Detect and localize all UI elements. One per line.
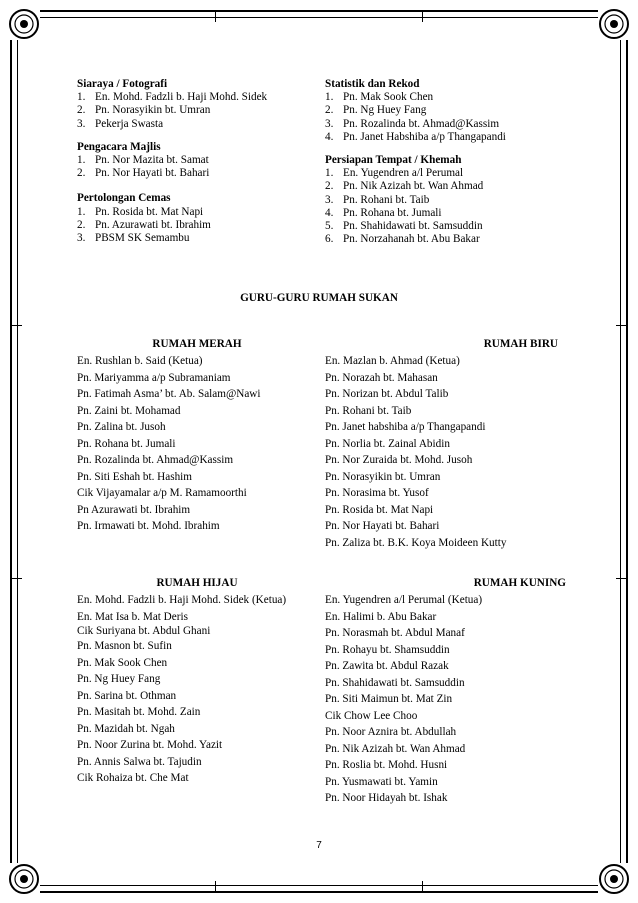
house-member: Pn. Rohani bt. Taib xyxy=(325,404,412,417)
item-number: 4. xyxy=(325,206,334,219)
member-name: Pn. Nor Hayati bt. Bahari xyxy=(95,167,210,180)
house-member: Pn. Siti Maimun bt. Mat Zin xyxy=(325,693,453,705)
item-number: 3. xyxy=(77,232,86,245)
corner-ornament-top-right xyxy=(598,8,630,40)
committee-heading: Siaraya / Fotografi xyxy=(77,78,168,90)
border-tick xyxy=(10,578,22,579)
house-member: Pn. Norasima bt. Yusof xyxy=(325,487,429,499)
member-name: Pn. Norzahanah bt. Abu Bakar xyxy=(343,233,480,246)
house-name: RUMAH HIJAU xyxy=(156,577,238,589)
committee-member xyxy=(77,167,317,180)
committee-member xyxy=(325,91,575,104)
item-number: 2. xyxy=(77,167,86,180)
house-member: Pn. Siti Eshah bt. Hashim xyxy=(77,470,192,483)
item-number: 4. xyxy=(325,130,334,143)
page-number: 7 xyxy=(316,840,322,851)
committee-member xyxy=(325,220,575,233)
house-member: En. Mat Isa b. Mat Deris xyxy=(77,610,188,623)
member-name: Pn. Rohani bt. Taib xyxy=(343,193,430,206)
house-member: Pn. Mazidah bt. Ngah xyxy=(77,722,175,735)
member-name: Pn. Nor Mazita bt. Samat xyxy=(95,154,209,167)
corner-ornament-bottom-right xyxy=(598,863,630,895)
house-member: Pn. Norasmah bt. Abdul Manaf xyxy=(325,627,465,639)
border-tick xyxy=(215,881,216,893)
house-member: Pn. Rozalinda bt. Ahmad@Kassim xyxy=(77,454,234,466)
house-member: Pn. Janet habshiba a/p Thangapandi xyxy=(325,421,486,433)
member-name: Pn. Nik Azizah bt. Wan Ahmad xyxy=(343,180,484,193)
item-number: 2. xyxy=(325,180,334,193)
member-name: Pn. Janet Habshiba a/p Thangapandi xyxy=(343,130,506,143)
committee-member xyxy=(77,91,317,104)
committee-heading: Pengacara Majlis xyxy=(77,140,161,153)
house-member: Pn. Norasyikin bt. Umran xyxy=(325,470,441,483)
committee-member xyxy=(325,233,575,246)
border-tick xyxy=(422,881,423,893)
house-member: En. Halimi b. Abu Bakar xyxy=(325,610,437,623)
item-number: 2. xyxy=(77,218,86,231)
item-number: 5. xyxy=(325,220,334,233)
item-number: 1. xyxy=(77,205,86,218)
house-member: Pn. Shahidawati bt. Samsuddin xyxy=(325,676,465,689)
member-name: PBSM SK Semambu xyxy=(95,232,190,245)
item-number: 1. xyxy=(77,91,86,104)
member-name: Pn. Ng Huey Fang xyxy=(343,104,427,117)
house-member: En. Yugendren a/l Perumal (Ketua) xyxy=(325,594,483,606)
member-name: Pekerja Swasta xyxy=(95,117,164,130)
house-member: Pn. Zawita bt. Abdul Razak xyxy=(325,660,449,672)
house-member: Pn. Mak Sook Chen xyxy=(77,656,168,669)
house-member: Pn Azurawati bt. Ibrahim xyxy=(77,503,191,516)
house-member: Pn. Fatimah Asma’ bt. Ab. Salam@Nawi xyxy=(77,388,261,400)
committee-heading: Pertolongan Cemas xyxy=(77,192,171,205)
house-member: Pn. Norizan bt. Abdul Talib xyxy=(325,388,449,400)
committee-heading: Persiapan Tempat / Khemah xyxy=(325,154,462,167)
member-name: Pn. Rosida bt. Mat Napi xyxy=(95,205,204,218)
house-member: Pn. Norazah bt. Mahasan xyxy=(325,371,438,384)
committee-member xyxy=(325,180,575,193)
house-member: Pn. Nor Hayati bt. Bahari xyxy=(325,520,440,532)
committee-member xyxy=(77,104,317,117)
member-name: Pn. Rohana bt. Jumali xyxy=(343,206,442,219)
committee-column-right xyxy=(325,78,575,246)
house-member: Pn. Norlia bt. Zainal Abidin xyxy=(325,437,450,450)
house-merah xyxy=(77,335,317,535)
item-number: 1. xyxy=(325,91,334,104)
committee-member xyxy=(77,154,317,167)
house-member: Pn. Masitah bt. Mohd. Zain xyxy=(77,706,201,718)
item-number: 2. xyxy=(325,104,334,117)
committee-member xyxy=(325,207,575,220)
committee-persiapan xyxy=(325,154,575,246)
committee-member xyxy=(77,118,317,131)
house-member: Pn. Masnon bt. Sufin xyxy=(77,640,172,652)
committee-member xyxy=(325,131,575,144)
member-name: Pn. Azurawati bt. Ibrahim xyxy=(95,218,211,231)
item-number: 3. xyxy=(325,117,334,130)
house-member: Pn. Roslia bt. Mohd. Husni xyxy=(325,759,448,771)
member-name: En. Yugendren a/l Perumal xyxy=(343,167,464,180)
item-number: 1. xyxy=(77,154,86,167)
house-member: En. Rushlan b. Said (Ketua) xyxy=(77,355,203,367)
committee-member xyxy=(325,194,575,207)
house-member: Pn. Rohayu bt. Shamsuddin xyxy=(325,643,450,656)
committee-member xyxy=(77,206,317,219)
house-member: Cik Suriyana bt. Abdul Ghani xyxy=(77,625,211,637)
house-member: Cik Vijayamalar a/p M. Ramamoorthi xyxy=(77,487,247,499)
committee-pengacara xyxy=(77,141,317,181)
border-tick xyxy=(616,325,628,326)
house-member: Pn. Ng Huey Fang xyxy=(77,673,161,685)
item-number: 1. xyxy=(325,167,334,180)
house-member: Pn. Yusmawati bt. Yamin xyxy=(325,775,438,788)
house-member: Pn. Annis Salwa bt. Tajudin xyxy=(77,755,202,768)
house-member: Cik Rohaiza bt. Che Mat xyxy=(77,772,189,784)
house-member: Pn. Noor Aznira bt. Abdullah xyxy=(325,726,457,738)
committee-siaraya xyxy=(77,78,317,131)
house-name: RUMAH KUNING xyxy=(473,577,566,589)
item-number: 3. xyxy=(325,193,334,206)
committee-heading: Statistik dan Rekod xyxy=(325,78,420,90)
item-number: 6. xyxy=(325,233,334,246)
item-number: 3. xyxy=(77,117,86,130)
house-member: Pn. Sarina bt. Othman xyxy=(77,689,177,702)
house-hijau xyxy=(77,574,317,787)
house-biru xyxy=(325,335,570,551)
house-member: Pn. Nik Azizah bt. Wan Ahmad xyxy=(325,742,466,755)
house-member: Pn. Zalina bt. Jusoh xyxy=(77,421,166,433)
house-member: Pn. Rosida bt. Mat Napi xyxy=(325,503,434,516)
border-tick xyxy=(215,10,216,22)
member-name: En. Mohd. Fadzli b. Haji Mohd. Sidek xyxy=(95,91,268,104)
house-member: Pn. Irmawati bt. Mohd. Ibrahim xyxy=(77,520,220,532)
house-member: Pn. Nor Zuraida bt. Mohd. Jusoh xyxy=(325,454,473,466)
house-name: RUMAH BIRU xyxy=(483,338,558,350)
member-name: Pn. Shahidawati bt. Samsuddin xyxy=(343,220,483,233)
house-member: Pn. Noor Zurina bt. Mohd. Yazit xyxy=(77,739,223,751)
item-number: 2. xyxy=(77,104,86,117)
member-name: Pn. Rozalinda bt. Ahmad@Kassim xyxy=(343,117,500,130)
house-member: Pn. Mariyamma a/p Subramaniam xyxy=(77,371,231,384)
house-member: En. Mohd. Fadzli b. Haji Mohd. Sidek (Ketua) xyxy=(77,594,287,606)
member-name: Pn. Norasyikin bt. Umran xyxy=(95,104,211,117)
committee-member xyxy=(325,104,575,117)
committee-member xyxy=(77,219,317,232)
border-tick xyxy=(422,10,423,22)
committee-member xyxy=(325,167,575,180)
committee-column-left xyxy=(77,78,317,245)
corner-ornament-top-left xyxy=(8,8,40,40)
house-kuning xyxy=(325,574,570,807)
houses-title: GURU-GURU RUMAH SUKAN xyxy=(240,292,398,304)
house-member: Cik Chow Lee Choo xyxy=(325,709,418,722)
committee-pertolongan xyxy=(77,192,317,245)
member-name: Pn. Mak Sook Chen xyxy=(343,91,434,104)
border-tick xyxy=(616,578,628,579)
house-name: RUMAH MERAH xyxy=(152,338,242,350)
corner-ornament-bottom-left xyxy=(8,863,40,895)
house-member: Pn. Noor Hidayah bt. Ishak xyxy=(325,792,448,804)
committee-member xyxy=(77,232,317,245)
committee-member xyxy=(325,118,575,131)
border-tick xyxy=(10,325,22,326)
house-member: Pn. Zaini bt. Mohamad xyxy=(77,404,181,417)
house-member: Pn. Zaliza bt. B.K. Koya Moideen Kutty xyxy=(325,536,507,549)
committee-statistik xyxy=(325,78,575,144)
house-member: En. Mazlan b. Ahmad (Ketua) xyxy=(325,355,460,367)
house-member: Pn. Rohana bt. Jumali xyxy=(77,437,176,450)
